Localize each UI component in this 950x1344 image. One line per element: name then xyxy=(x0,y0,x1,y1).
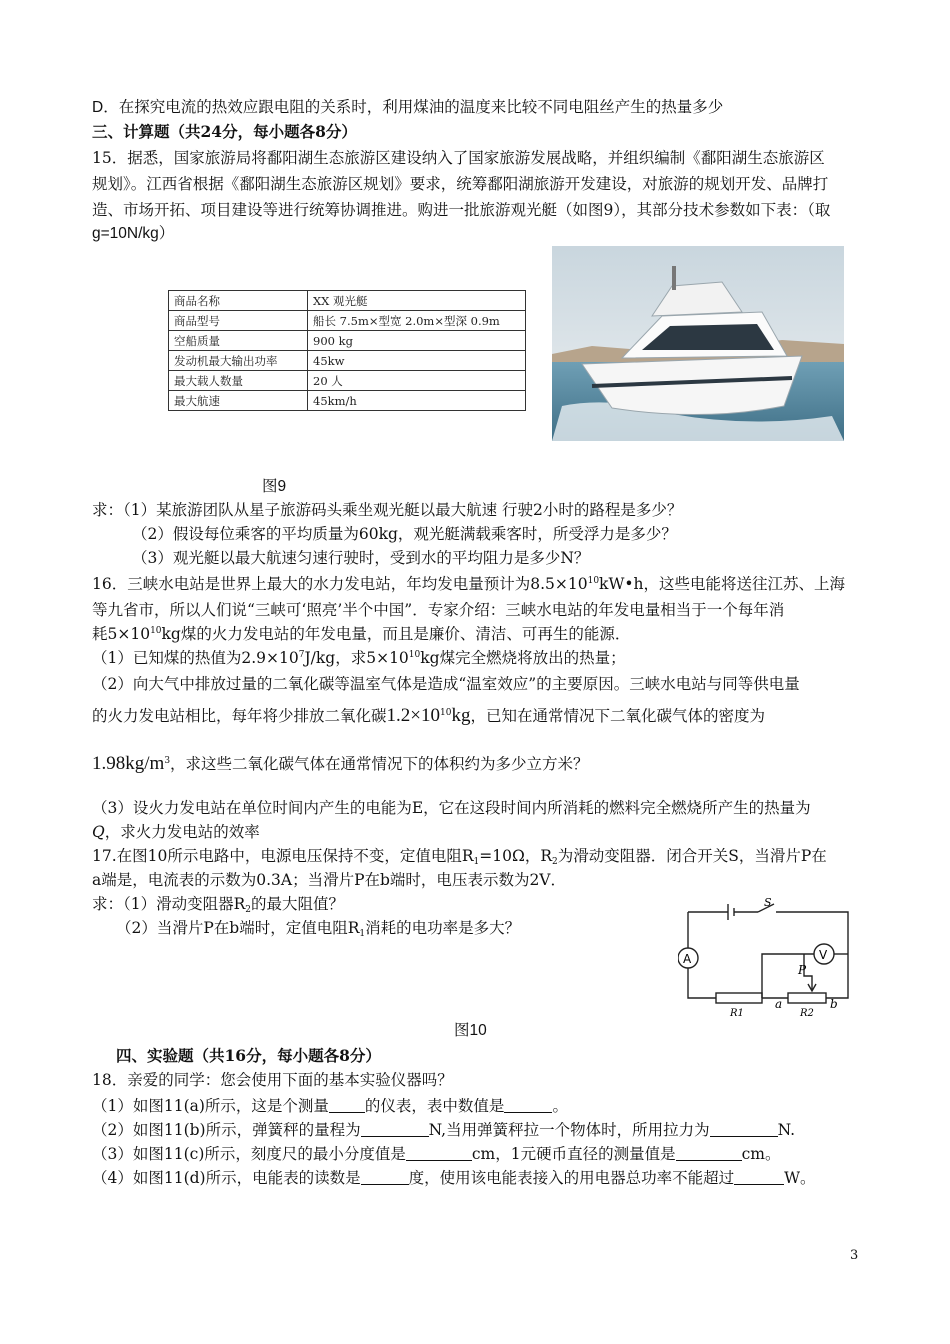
svg-text:b: b xyxy=(830,997,838,1011)
svg-text:a: a xyxy=(775,997,783,1011)
answer-blank[interactable] xyxy=(676,1145,742,1161)
sightseeing-boat-photo xyxy=(552,246,844,441)
q15-text: 15．据悉，国家旅游局将鄱阳湖生态旅游区建设纳入了国家旅游发展战略，并组织编制《鄱阳湖生态旅游区 xyxy=(92,149,825,167)
section-4-heading: 四、实验题（共16分，每小题各8分） xyxy=(116,1046,381,1065)
answer-blank[interactable] xyxy=(361,1169,409,1185)
answer-blank[interactable] xyxy=(710,1121,778,1137)
answer-blank[interactable] xyxy=(504,1097,552,1113)
page-number: 3 xyxy=(850,1248,859,1263)
exam-page: D．在探究电流的热效应跟电阻的关系时，利用煤油的温度来比较不同电阻丝产生的热量多少 三、计算题（共24分，每小题各8分） 15．据悉，国家旅游局将鄱阳湖生态旅游区建设纳入了国家旅游发展战略，并组织编制《鄱阳湖生态旅游区 规划》。江西省根据《鄱阳湖生态旅游区规划》要求，统筹鄱阳湖旅游开发建设，对旅游的规划开发、品牌打 造、市场开拓、项目建设等进行统筹协调推进。购进一批旅游观光艇（如图9），其部分技术参数如下表：（取 g=10N/kg） 商品名称 XX 观光艇 商品型号 船长 7.5m×型宽 2.0m×型深 0.9m 空船质量 900 kg 发动机最大输出功率 45kw 最大载人数量 20 人 最大航速 45km/h 图9 求：（1）某旅游团队从星子旅游码头乘坐观光艇以最大航速 行驶2小时的路程是多少？ （2）假设每位乘客的平均质量为60kg，观光艇满载乘客时，所受浮力是多少？ （3）观光艇以最大航速匀速行驶时，受到水的平均阻力是多少N？ 16．三峡水电站是世界上最大的水力发电站，年均发电量预计为$8.5\times 10^{10}kW•h$，这些电能将送往江苏、上海 等九省市，所以人们说“三峡可‘照亮’半个中国”．专家介绍：三峡水电站的年发电量相当于一个每年消 耗$5\times 10^{10}kg$煤的火力发电站的年发电量，而且是廉价、清洁、可再生的能源． （1）已知煤的热值为$2.9\times 10^7J/kg$，求$5\times 10^{10}kg$煤完全燃烧将放出的热量； （2）向大气中排放过量的二氧化碳等温室气体是造成“温室效应”的主要原因。三峡水电站与同等供电量 的火力发电站相比，每年将少排放二氧化碳$1.2\times 10^{10}kg$，已知在通常情况下二氧化碳气体的密度为 $1.98kg/m^3$，求这些二氧化碳气体在通常情况下的体积约为多少立方米？ （3）设火力发电站在单位时间内产生的电能为E，它在这段时间内所消耗的燃料完全燃烧所产生的热量为 Q，求火力发电站的效率 17.在图10所示电路中，电源电压保持不变，定值电阻$R_1=10\Omega$，$R_2$为滑动变阻器．闭合开关S，当滑片P在 a端是，电流表的示数为0.3A；当滑片P在b端时，电压表示数为2V． 求：（1）滑动变阻器$R_2$的最大阻值？ （2）当滑片P在b端时，定值电阻$R_1$消耗的电功率是多大？ A V S P R1 R2 a b 图10 四、实验题（共16分，每小题各8分） 18．亲爱的同学：您会使用下面的基本实验仪器吗？ （1）如图11(a)所示，这是个测量 的仪表，表中数值是 。 （2）如图11(b)所示，弹簧秤的量程为 N,当用弹簧秤拉一个物体时，所用拉力为 N. （3）如图11(c)所示，刻度尺的最小分度值是 cm，1元硬币直径的测量值是 cm。 （4）如图11(d)所示，电能表的读数是 度，使用该电能表接入的用电器总功率不能超过 W。 3 xyxy=(0,0,950,1344)
q18-text: 18．亲爱的同学：您会使用下面的基本实验仪器吗？ xyxy=(92,1071,453,1089)
figure-9-caption: 图9 xyxy=(262,478,287,495)
answer-blank[interactable] xyxy=(734,1169,784,1185)
answer-blank[interactable] xyxy=(361,1121,429,1137)
table-row: 空船质量 900 kg xyxy=(169,331,526,351)
q16-text: 16．三峡水电站是世界上最大的水力发电站，年均发电量预计为$8.5\times 10^{10}kW•h$，这些电能将送往江苏、上海 xyxy=(92,575,845,593)
table-row: 商品型号 船长 7.5m×型宽 2.0m×型深 0.9m xyxy=(169,311,526,331)
svg-text:P: P xyxy=(798,963,807,977)
section-3-heading: 三、计算题（共24分，每小题各8分） xyxy=(92,122,357,141)
table-row: 发动机最大输出功率 45kw xyxy=(169,351,526,371)
q17-text: 17.在图10所示电路中，电源电压保持不变，定值电阻$R_1=10\Omega$，$R_2$为滑动变阻器．闭合开关S，当滑片P在 xyxy=(92,847,827,867)
table-row: 商品名称 XX 观光艇 xyxy=(169,291,526,311)
voltmeter-label: V xyxy=(819,948,828,962)
option-d: D．在探究电流的热效应跟电阻的关系时，利用煤油的温度来比较不同电阻丝产生的热量多少 xyxy=(92,99,724,116)
answer-blank[interactable] xyxy=(329,1097,365,1113)
svg-text:R1: R1 xyxy=(730,1008,744,1019)
ammeter-label: A xyxy=(683,952,692,966)
table-row: 最大航速 45km/h xyxy=(169,391,526,411)
circuit-diagram xyxy=(678,898,856,1020)
svg-text:R2: R2 xyxy=(800,1008,814,1019)
figure-10-caption: 图10 xyxy=(454,1022,487,1039)
boat-spec-table xyxy=(168,290,526,411)
table-row: 最大载人数量 20 人 xyxy=(169,371,526,391)
answer-blank[interactable] xyxy=(406,1145,472,1161)
svg-text:S: S xyxy=(764,898,772,909)
